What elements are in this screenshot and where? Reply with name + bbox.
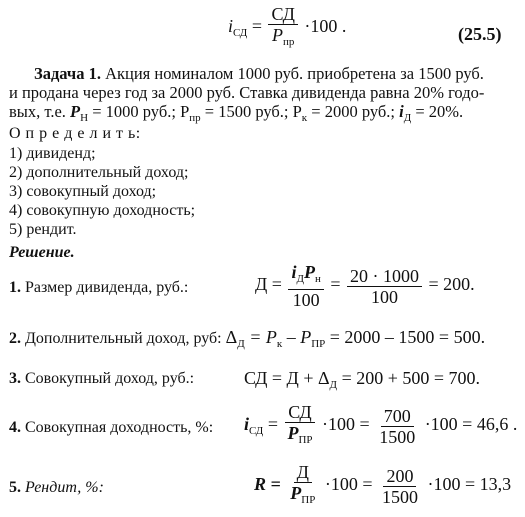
step-3-formula: СД = $Д + \Delta_Д = 200 + 500 = 700$. <box>244 368 481 391</box>
step-3-label: 3. Совокупный доход, руб.: <box>9 370 195 387</box>
formula-tail: ·100 . <box>304 16 347 37</box>
formula-number: (25.5) <box>458 24 502 44</box>
formula-fraction <box>268 4 297 52</box>
step-5-label: 5. Рендит, %: <box>9 479 104 496</box>
step-2: 2. Дополнительный доход, руб: $\Delta_Д = P_к - P_{ПР} = 2000 - 1500 = 500$. <box>9 327 486 350</box>
determine-item-4: 4) совокупную доходность; <box>9 202 196 219</box>
solution-heading: Решение. <box>9 244 75 261</box>
step-4-label: 4. Совокупная доходность, %: <box>9 419 214 436</box>
task-line-2: и продана через год за 2000 руб. Ставка дивиденда равна 20% годо- <box>9 83 485 102</box>
task-line-3: вых, т.е. $P_Н = 1000$ руб.; $P_{пр} = 1500$ руб.; $P_к = 2000$ руб.; $i_Д = 20\%$. <box>9 102 464 124</box>
step-4-formula: $i_{СД}$ = $\frac{СД}{P_{ПР}}$ ·100 = $\frac{700}{1500}$ ·100 = 46,6 . <box>244 402 518 447</box>
determine-item-2: 2) дополнительный доход; <box>9 164 189 181</box>
determine-item-1: 1) дивиденд; <box>9 145 96 162</box>
task-line-1: Задача 1. Акция номиналом 1000 руб. приобретена за 1500 руб. <box>34 64 484 83</box>
formula-denominator: $P_{пр}$ <box>271 25 295 48</box>
step-1-label: 1. Размер дивиденда, руб.: <box>9 279 189 296</box>
step-1-formula: Д = $\frac{i_ДP_н}{100}$ = $\frac{20 \cdot 1000}{100}$ = 200. <box>255 262 475 310</box>
formula-numerator: СД <box>268 4 297 25</box>
determine-item-5: 5) рендит. <box>9 221 77 238</box>
step-5-formula: R = $\frac{Д}{P_{ПР}}$ ·100 = $\frac{200}{1500}$ ·100 = 13,3 <box>254 462 512 507</box>
determine-heading: О п р е д е л и т ь: <box>9 125 141 142</box>
formula-25-5: $i_{СД}$ = $\frac{СД}{P_{пр}}$ ·100 . <box>228 4 346 52</box>
determine-item-3: 3) совокупный доход; <box>9 183 157 200</box>
formula-lhs: i <box>228 16 234 37</box>
task-label: Задача 1. <box>34 64 101 83</box>
formula-lhs-sub: СД <box>233 27 248 40</box>
